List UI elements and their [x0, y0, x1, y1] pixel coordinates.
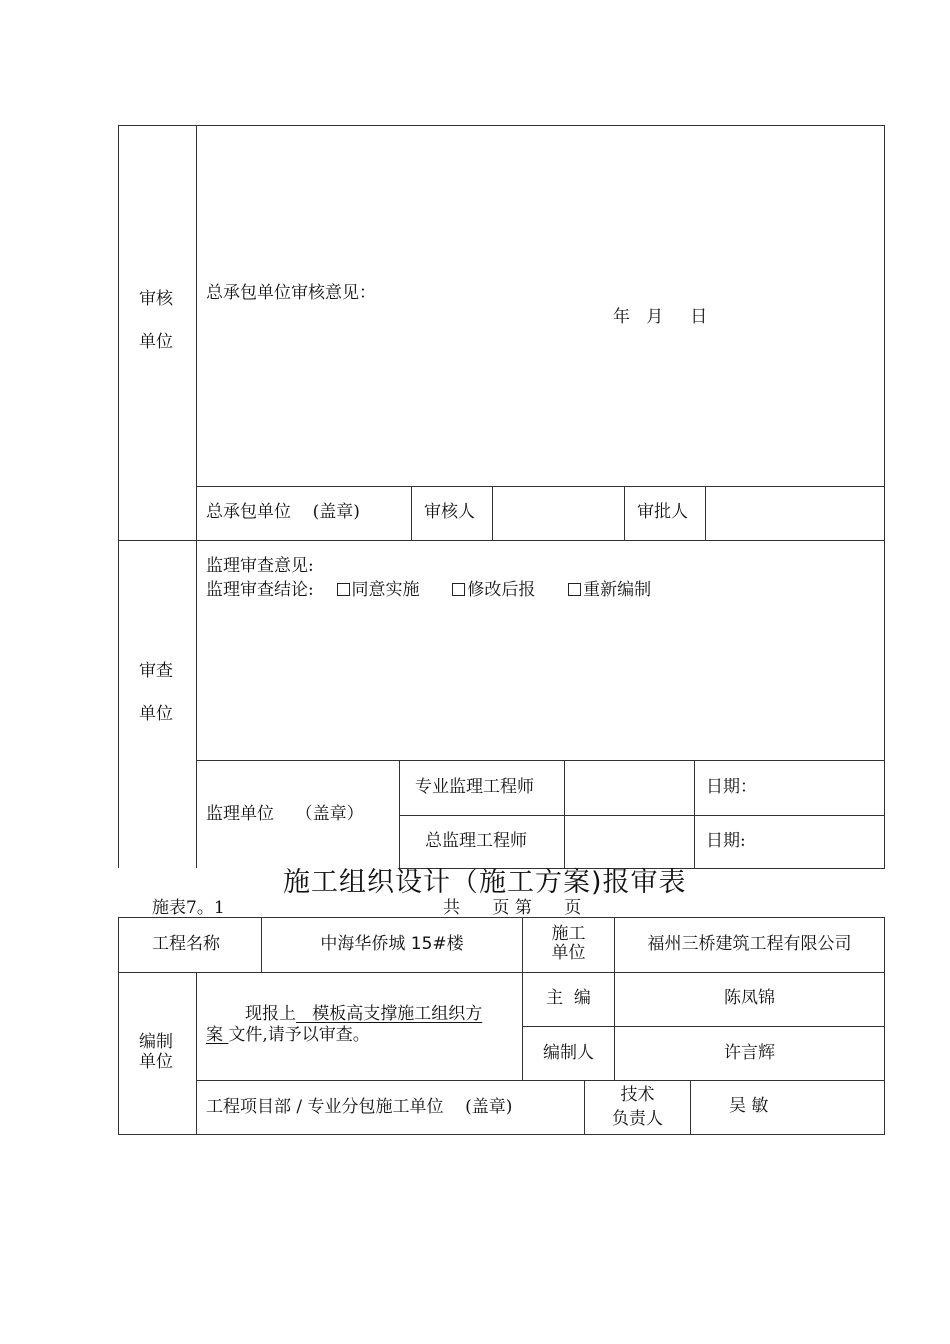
revise-checkbox[interactable]	[452, 583, 465, 596]
chief-editor-label: 主 编	[546, 988, 591, 1008]
construction-unit-label-2: 单位	[551, 943, 586, 963]
review-side-label-1: 审核	[139, 289, 173, 309]
submit-document-name-cont: 案	[206, 1025, 229, 1045]
specialist-engineer-signature[interactable]	[565, 761, 694, 815]
table-top-border	[118, 125, 885, 126]
supervision-unit-seal-label: 监理单位 （盖章）	[206, 804, 364, 824]
redo-checkbox[interactable]	[568, 583, 581, 596]
agree-option-label: 同意实施	[351, 580, 420, 600]
specialist-engineer-label: 专业监理工程师	[415, 777, 534, 797]
agree-checkbox[interactable]	[337, 583, 350, 596]
conclusion-label: 监理审查结论:	[206, 580, 314, 600]
submit-prefix: 现报上	[245, 1004, 296, 1024]
page-info: 共 页 第 页	[443, 898, 582, 918]
cell-divider	[690, 1080, 691, 1135]
submit-document-name: 模板高支撑施工组织方	[296, 1004, 483, 1024]
row-divider	[196, 1080, 885, 1081]
project-name-label: 工程名称	[152, 934, 220, 954]
approver-signature-field[interactable]	[706, 487, 884, 540]
revise-option-label: 修改后报	[467, 580, 536, 600]
chief-engineer-signature[interactable]	[565, 816, 694, 868]
compile-unit-label-2: 单位	[139, 1052, 173, 1072]
compiler-label: 编制人	[543, 1043, 594, 1063]
submit-text-line2	[206, 1025, 370, 1045]
construction-unit-label-1: 施工	[551, 924, 586, 944]
form-title: 施工组织设计（施工方案)报审表	[283, 867, 687, 898]
contractor-seal-label: 总承包单位 (盖章)	[206, 502, 360, 522]
reviewer-signature-field[interactable]	[493, 487, 624, 540]
compiler-value: 许言辉	[724, 1043, 775, 1063]
cell-divider	[624, 486, 625, 540]
compile-unit-label-1: 编制	[139, 1032, 173, 1052]
review-date: 年 月 日	[613, 307, 708, 327]
tech-lead-label-1: 技术	[620, 1085, 655, 1105]
cell-divider	[411, 486, 412, 540]
submit-text-line1	[245, 1004, 482, 1024]
row-divider	[118, 972, 885, 973]
dept-seal-text: 工程项目部 / 专业分包施工单位 (盖章)	[206, 1097, 513, 1117]
project-name-value: 中海华侨城 15#楼	[320, 934, 464, 954]
cell-divider	[399, 760, 400, 868]
form-number: 施表7。1	[152, 898, 225, 918]
supervision-opinion-label: 监理审查意见:	[206, 556, 314, 576]
tech-lead-value: 吴 敏	[729, 1096, 769, 1116]
review-side-label-2: 单位	[139, 332, 173, 352]
supervision-side-label-1: 审查	[139, 661, 173, 681]
supervision-side-label-2: 单位	[139, 704, 173, 724]
supervision-conclusion-row	[206, 580, 651, 600]
row-divider	[522, 1026, 885, 1027]
chief-editor-value: 陈凤锦	[724, 988, 775, 1008]
submit-suffix: 文件,请予以审查。	[228, 1025, 370, 1045]
approver-label: 审批人	[637, 502, 688, 522]
supervision-sign-row-top	[196, 760, 885, 761]
table-right-border	[884, 125, 885, 869]
lower-table-left-border	[118, 917, 119, 1135]
chief-engineer-label: 总监理工程师	[425, 831, 527, 851]
section-divider	[118, 540, 885, 541]
date-label-2: 日期:	[706, 831, 746, 851]
cell-divider	[196, 972, 197, 1135]
construction-unit-value: 福州三桥建筑工程有限公司	[647, 934, 852, 954]
redo-option-label: 重新编制	[583, 580, 652, 600]
reviewer-label: 审核人	[424, 502, 475, 522]
lower-table-top-border	[118, 917, 885, 918]
review-opinion-label: 总承包单位审核意见：	[206, 283, 376, 303]
tech-lead-label-2: 负责人	[612, 1109, 663, 1129]
date-label-1: 日期：	[706, 777, 757, 797]
label-column-divider	[196, 125, 197, 868]
table-left-border	[118, 125, 119, 868]
lower-table-bottom-border	[118, 1134, 885, 1135]
cell-divider	[694, 760, 695, 868]
